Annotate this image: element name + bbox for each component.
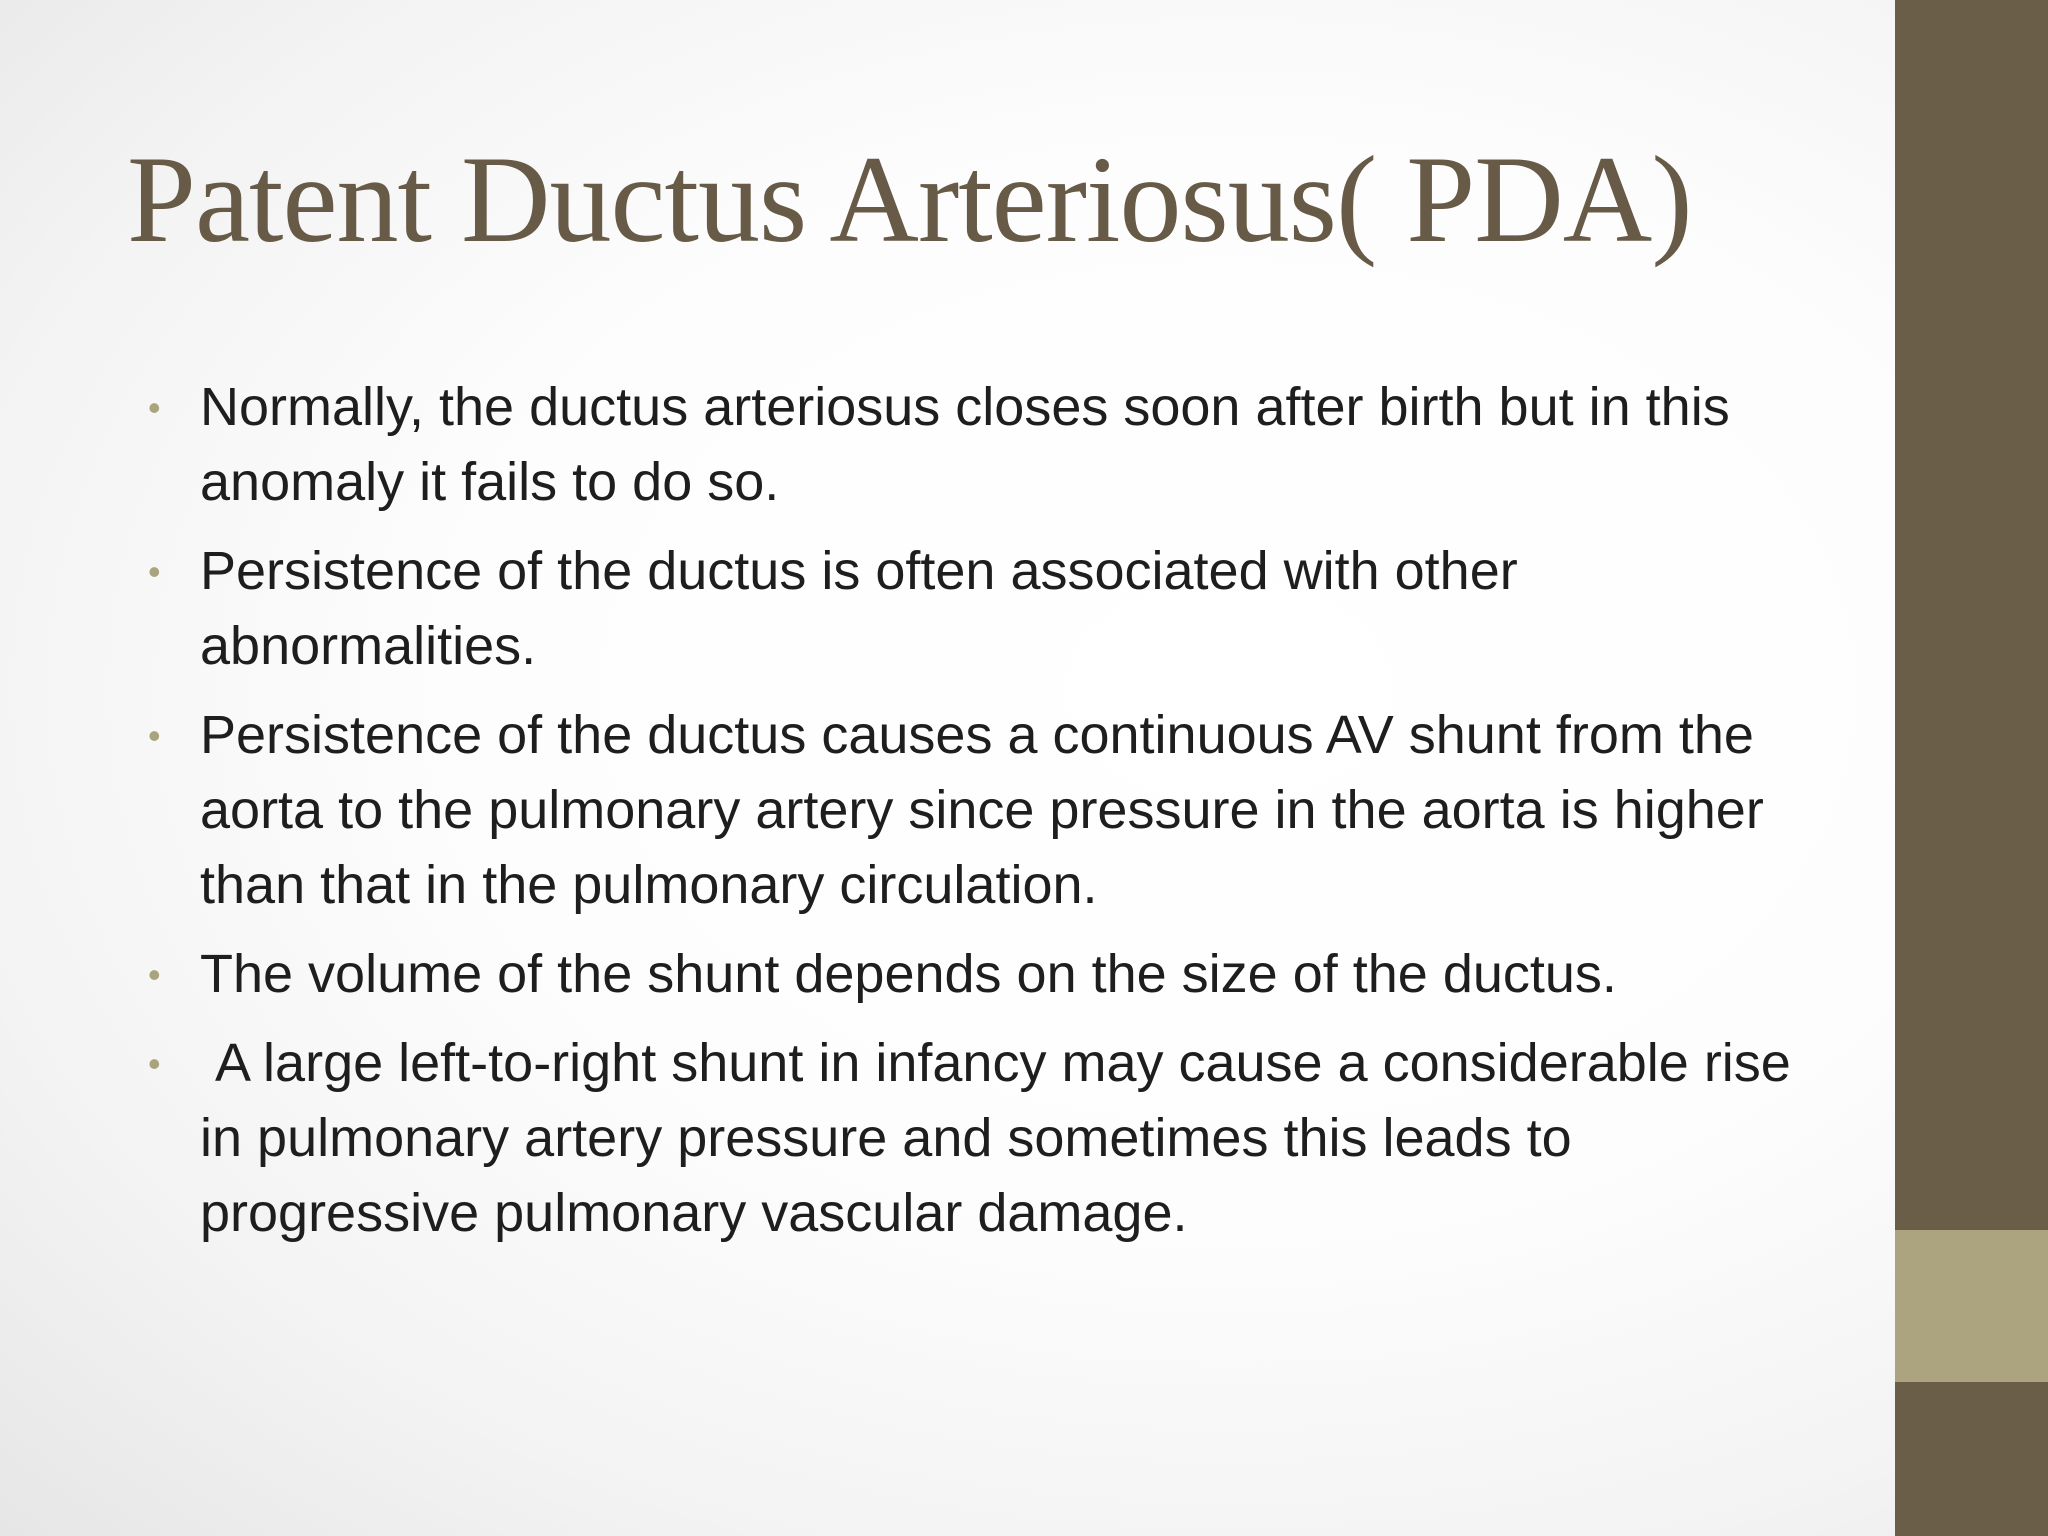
bullet-item xyxy=(148,534,1798,684)
slide-title: Patent Ductus Arteriosus( PDA) xyxy=(127,131,1692,268)
bullet-text: The volume of the shunt depends on the size of the ductus. xyxy=(200,944,1617,1004)
bullet-icon: • xyxy=(148,551,161,592)
bullet-item xyxy=(148,370,1798,520)
bullet-icon: • xyxy=(148,387,161,428)
bullet-item xyxy=(148,698,1798,923)
bullet-text: Normally, the ductus arteriosus closes soon after birth but in this anomaly it fails to do so. xyxy=(200,377,1745,512)
side-decor-accent xyxy=(1895,1230,2048,1382)
bullet-item xyxy=(148,1026,1806,1251)
bullet-list xyxy=(148,370,1806,1265)
bullet-text: Persistence of the ductus causes a continuous AV shunt from the aorta to the pulmonary artery since pressure in the aorta is higher than that in the pulmonary circulation. xyxy=(200,705,1779,915)
bullet-text: Persistence of the ductus is often associated with other abnormalities. xyxy=(200,541,1533,676)
bullet-item xyxy=(148,937,1798,1012)
bullet-icon: • xyxy=(148,715,161,756)
bullet-icon: • xyxy=(148,954,161,995)
bullet-icon: • xyxy=(148,1043,161,1084)
bullet-text: A large left-to-right shunt in infancy may cause a considerable rise in pulmonary artery pressure and sometimes this leads to progressive pulmonary vascular damage. xyxy=(200,1033,1806,1243)
